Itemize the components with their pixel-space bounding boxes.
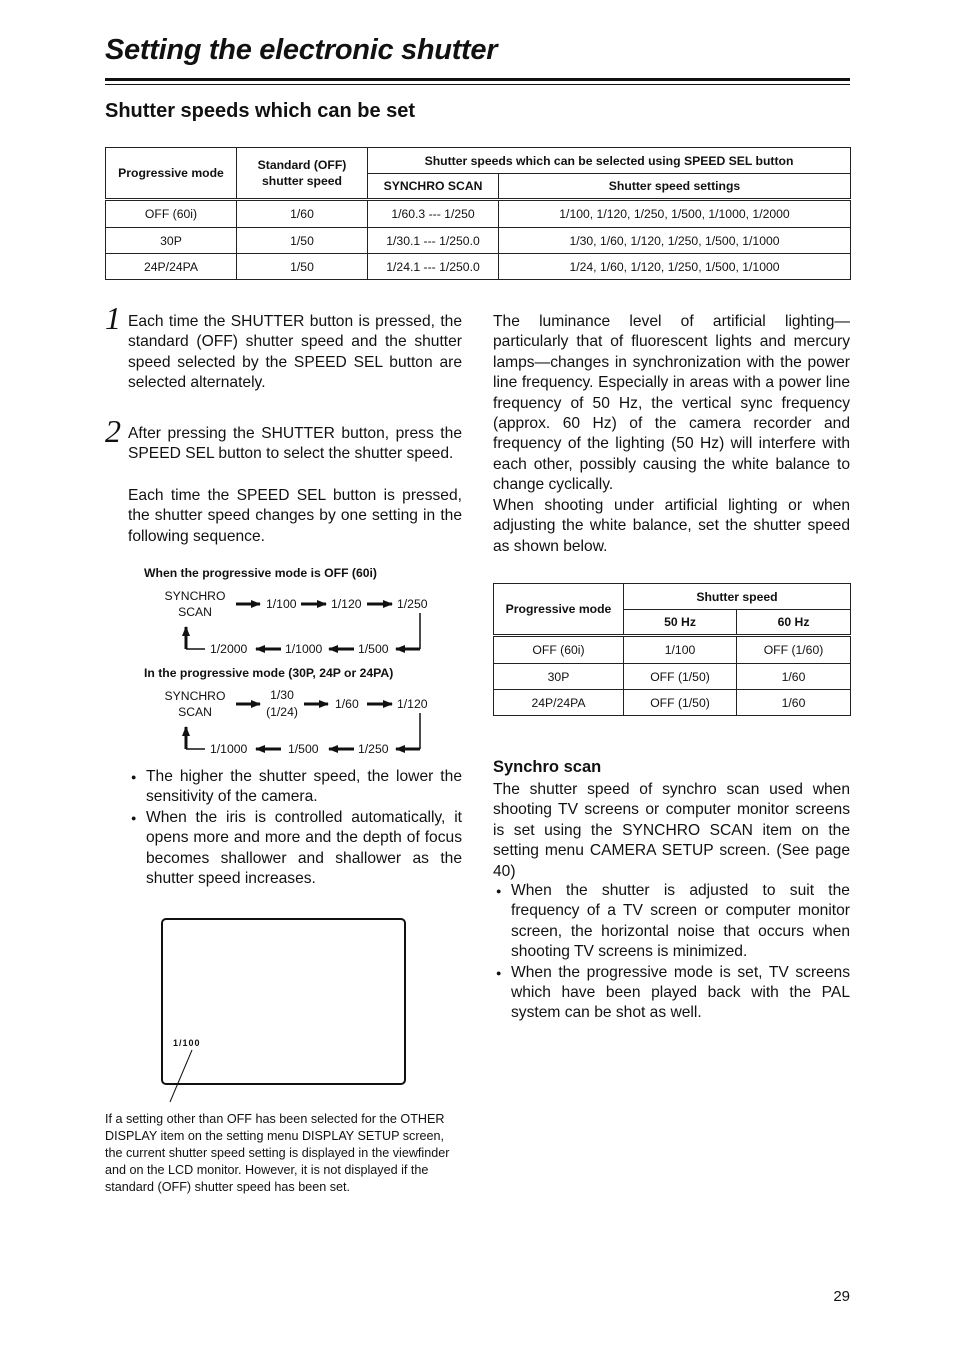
table-cell: 24P/24PA: [106, 254, 237, 280]
list-item: [128, 808, 462, 890]
bullet-list: [128, 767, 462, 889]
sequence-step: 1/1000: [285, 642, 323, 656]
table-cell: 1/60: [237, 200, 368, 228]
step-number: 1: [105, 300, 121, 336]
sequence-step: 1/500: [288, 742, 319, 756]
table-cell: OFF (1/50): [624, 664, 737, 690]
shutter-speed-display: 1/100: [173, 1038, 201, 1048]
step-number: 2: [105, 413, 121, 449]
sequence-step: 1/500: [358, 642, 389, 656]
step-text: Each time the SPEED SEL button is pressed, the shutter speed changes by one setting in the following sequence.: [128, 487, 462, 545]
sequence-step: (1/24): [266, 705, 298, 719]
sequence-step: 1/2000: [210, 642, 248, 656]
sequence-step: 1/60: [335, 697, 359, 711]
bullet-list: [493, 881, 850, 1024]
sequence-step: 1/120: [397, 697, 428, 711]
table-cell: OFF (1/60): [737, 636, 851, 664]
table-cell: 1/24, 1/60, 1/120, 1/250, 1/500, 1/1000: [499, 254, 851, 280]
list-item-text: When the iris is controlled automatically, it opens more and more and the depth of focus becomes shallower and shallower as the shutter speed increases.: [146, 808, 462, 888]
list-item: [493, 963, 850, 1024]
synchro-scan-text: The shutter speed of synchro scan used when shooting TV screens or computer monitor screens is set using the SYNCHRO SCAN item on the setting menu CAMERA SETUP screen. (See page 40): [493, 781, 850, 880]
bullet-icon: ●: [131, 772, 137, 782]
synchro-scan-heading: Synchro scan: [493, 758, 602, 776]
table-cell: 1/30, 1/60, 1/120, 1/250, 1/500, 1/1000: [499, 228, 851, 254]
section-heading: Shutter speeds which can be set: [105, 100, 416, 122]
sequence-step: 1/30: [270, 688, 294, 702]
table-header: Progressive mode: [106, 148, 237, 200]
page-title: Setting the electronic shutter: [105, 34, 498, 66]
bullet-icon: ●: [496, 967, 502, 978]
list-item-text: When the progressive mode is set, TV screens which have been played back with the PAL system can be shot as well.: [511, 963, 850, 1022]
lighting-shutter-table: [493, 583, 851, 716]
table-row: [494, 636, 851, 664]
screen-caption: If a setting other than OFF has been selected for the OTHER DISPLAY item on the setting menu DISPLAY SETUP screen, the current shutter speed setting is displayed in the viewfinder and on the LCD monitor. However, it is not displayed if the standard (OFF) shutter speed has been set.: [105, 1112, 450, 1194]
table-cell: 1/60.3 --- 1/250: [368, 200, 499, 228]
list-item: [493, 881, 850, 963]
table-row: [494, 664, 851, 690]
sequence-step: 1/250: [397, 597, 428, 611]
table-header: SYNCHRO SCAN: [368, 174, 499, 200]
table-cell: 30P: [106, 228, 237, 254]
step-text: After pressing the SHUTTER button, press the SPEED SEL button to select the shutter speed.: [128, 425, 462, 463]
step-text: Each time the SHUTTER button is pressed, the standard (OFF) shutter speed and the shutter speed selected by the SPEED SEL button are selected alternately.: [128, 313, 462, 392]
bullet-icon: ●: [496, 886, 502, 896]
lighting-paragraph: The luminance level of artificial lighting—particularly that of fluorescent lights and mercury lamps—changes in synchronization with the power line frequency. Especially in areas with a power line frequency of 50 Hz, the vertical sync frequency (approx. 60 Hz) of the camera recorder and frequency of the lighting (50 Hz) will interfere with each other, possibly causing the white balance to change cyclically.: [493, 313, 850, 494]
table-cell: 1/24.1 --- 1/250.0: [368, 254, 499, 280]
list-item: [128, 767, 462, 808]
table-header: Shutter speed settings: [499, 174, 851, 200]
sequence-start: SCAN: [178, 605, 212, 619]
table-header: Shutter speeds which can be selected using SPEED SEL button: [368, 148, 851, 174]
table-header: 60 Hz: [737, 610, 851, 636]
sequence-step: 1/120: [331, 597, 362, 611]
table-cell: OFF (60i): [494, 636, 624, 664]
table-header: Progressive mode: [494, 584, 624, 636]
sequence-step: 1/1000: [210, 742, 248, 756]
table-cell: OFF (1/50): [624, 690, 737, 716]
table-header: Shutter speed: [624, 584, 851, 610]
table-cell: 1/100: [624, 636, 737, 664]
sequence-step: 1/100: [266, 597, 297, 611]
table-cell: 1/60: [737, 690, 851, 716]
sequence-start: SYNCHRO: [164, 589, 226, 603]
lighting-paragraph: When shooting under artificial lighting or when adjusting the white balance, set the shutter speed as shown below.: [493, 497, 850, 555]
callout-line: [160, 1040, 210, 1110]
list-item-text: The higher the shutter speed, the lower the sensitivity of the camera.: [146, 768, 462, 806]
table-header: 50 Hz: [624, 610, 737, 636]
table-header: Standard (OFF) shutter speed: [237, 148, 368, 200]
table-cell: 1/50: [237, 228, 368, 254]
sequence-start: SCAN: [178, 705, 212, 719]
table-cell: 24P/24PA: [494, 690, 624, 716]
table-cell: 1/30.1 --- 1/250.0: [368, 228, 499, 254]
page-number: 29: [833, 1288, 850, 1305]
table-cell: OFF (60i): [106, 200, 237, 228]
table-cell: 1/100, 1/120, 1/250, 1/500, 1/1000, 1/2000: [499, 200, 851, 228]
sequence-start: SYNCHRO: [164, 689, 226, 703]
bullet-icon: ●: [131, 812, 137, 823]
sequence-label: In the progressive mode (30P, 24P or 24PA): [144, 666, 394, 680]
list-item-text: When the shutter is adjusted to suit the frequency of a TV screen or computer monitor screen, the horizontal noise that occurs when shooting TV screens is minimized.: [511, 882, 850, 961]
table-cell: 1/60: [737, 664, 851, 690]
table-row: [494, 690, 851, 716]
sequence-label: When the progressive mode is OFF (60i): [144, 566, 377, 580]
sequence-step: 1/250: [358, 742, 389, 756]
table-cell: 1/50: [237, 254, 368, 280]
table-cell: 30P: [494, 664, 624, 690]
